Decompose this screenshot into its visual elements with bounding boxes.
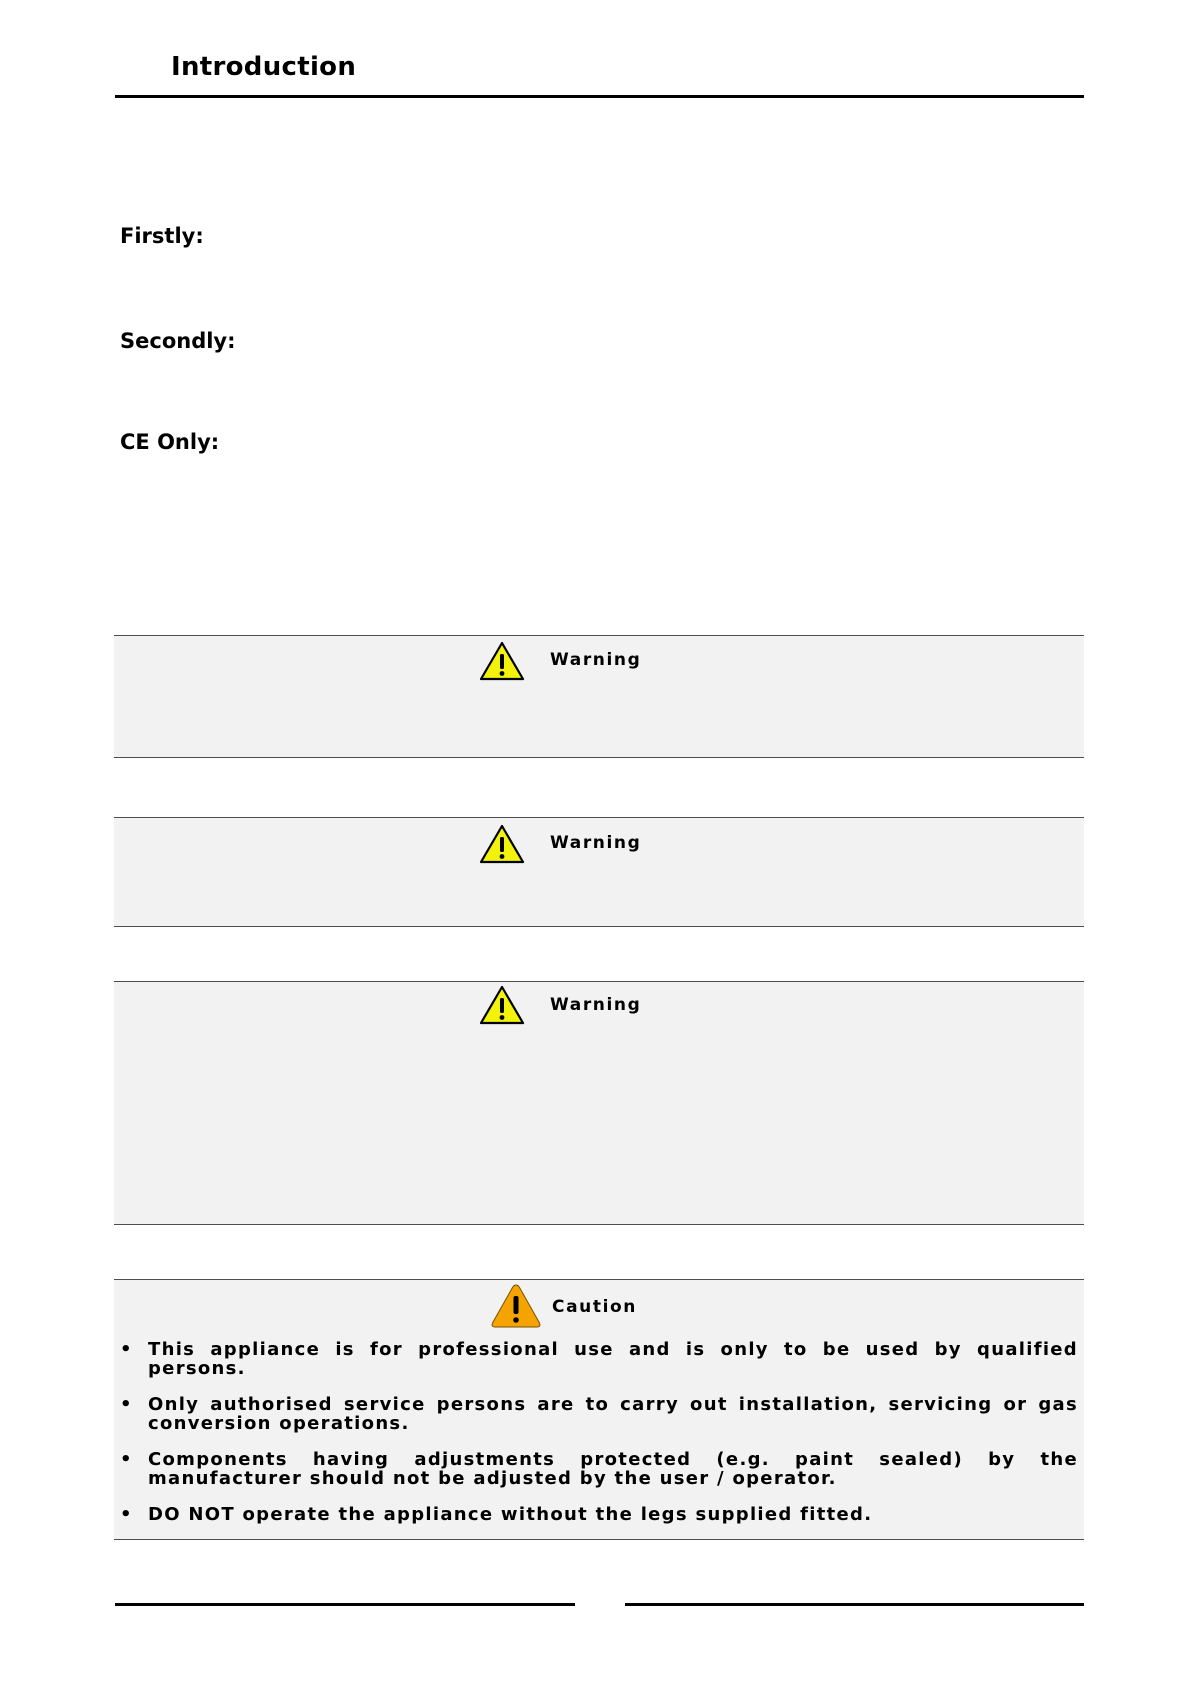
- caution-heading: Caution: [552, 1297, 637, 1317]
- warning-box-header: [114, 636, 1084, 686]
- footer-rule-left: [115, 1603, 575, 1606]
- caution-item-text: Only authorised service persons are to carry out installation, servicing or gas conversion operations.: [148, 1394, 1078, 1434]
- caution-item: [114, 1340, 1084, 1378]
- bullet: •: [120, 1339, 133, 1360]
- warning-heading: Warning: [550, 833, 642, 853]
- firstly-label: Firstly:: [120, 224, 204, 248]
- warning-triangle-icon: [479, 641, 525, 681]
- warning-heading: Warning: [550, 650, 642, 670]
- warning-heading: Warning: [550, 995, 642, 1015]
- warning-box-1: [114, 635, 1084, 758]
- bullet: •: [120, 1449, 133, 1470]
- caution-triangle-icon: [490, 1283, 542, 1329]
- caution-item: [114, 1505, 1084, 1524]
- page-title: Introduction: [171, 52, 357, 82]
- caution-box-header: [114, 1280, 1084, 1330]
- ce-only-label: CE Only:: [120, 430, 220, 454]
- warning-box-2: [114, 817, 1084, 927]
- caution-item-text: Components having adjustments protected (e.g. paint sealed) by the manufacturer should not be adjusted by the user / operator.: [148, 1449, 1078, 1489]
- warning-triangle-icon: [479, 824, 525, 864]
- warning-box-3: [114, 981, 1084, 1225]
- caution-item-text: DO NOT operate the appliance without the legs supplied fitted.: [148, 1504, 873, 1525]
- caution-box: [114, 1279, 1084, 1540]
- caution-item-text: This appliance is for professional use and is only to be used by qualified persons.: [148, 1339, 1078, 1379]
- title-rule: [115, 95, 1084, 98]
- warning-box-header: [114, 818, 1084, 868]
- caution-item: [114, 1450, 1084, 1488]
- bullet: •: [120, 1504, 133, 1525]
- secondly-label: Secondly:: [120, 329, 236, 353]
- warning-triangle-icon: [479, 985, 525, 1025]
- caution-item: [114, 1395, 1084, 1433]
- warning-box-header: [114, 982, 1084, 1032]
- caution-list: [114, 1340, 1084, 1541]
- footer-rule-right: [625, 1603, 1084, 1606]
- bullet: •: [120, 1394, 133, 1415]
